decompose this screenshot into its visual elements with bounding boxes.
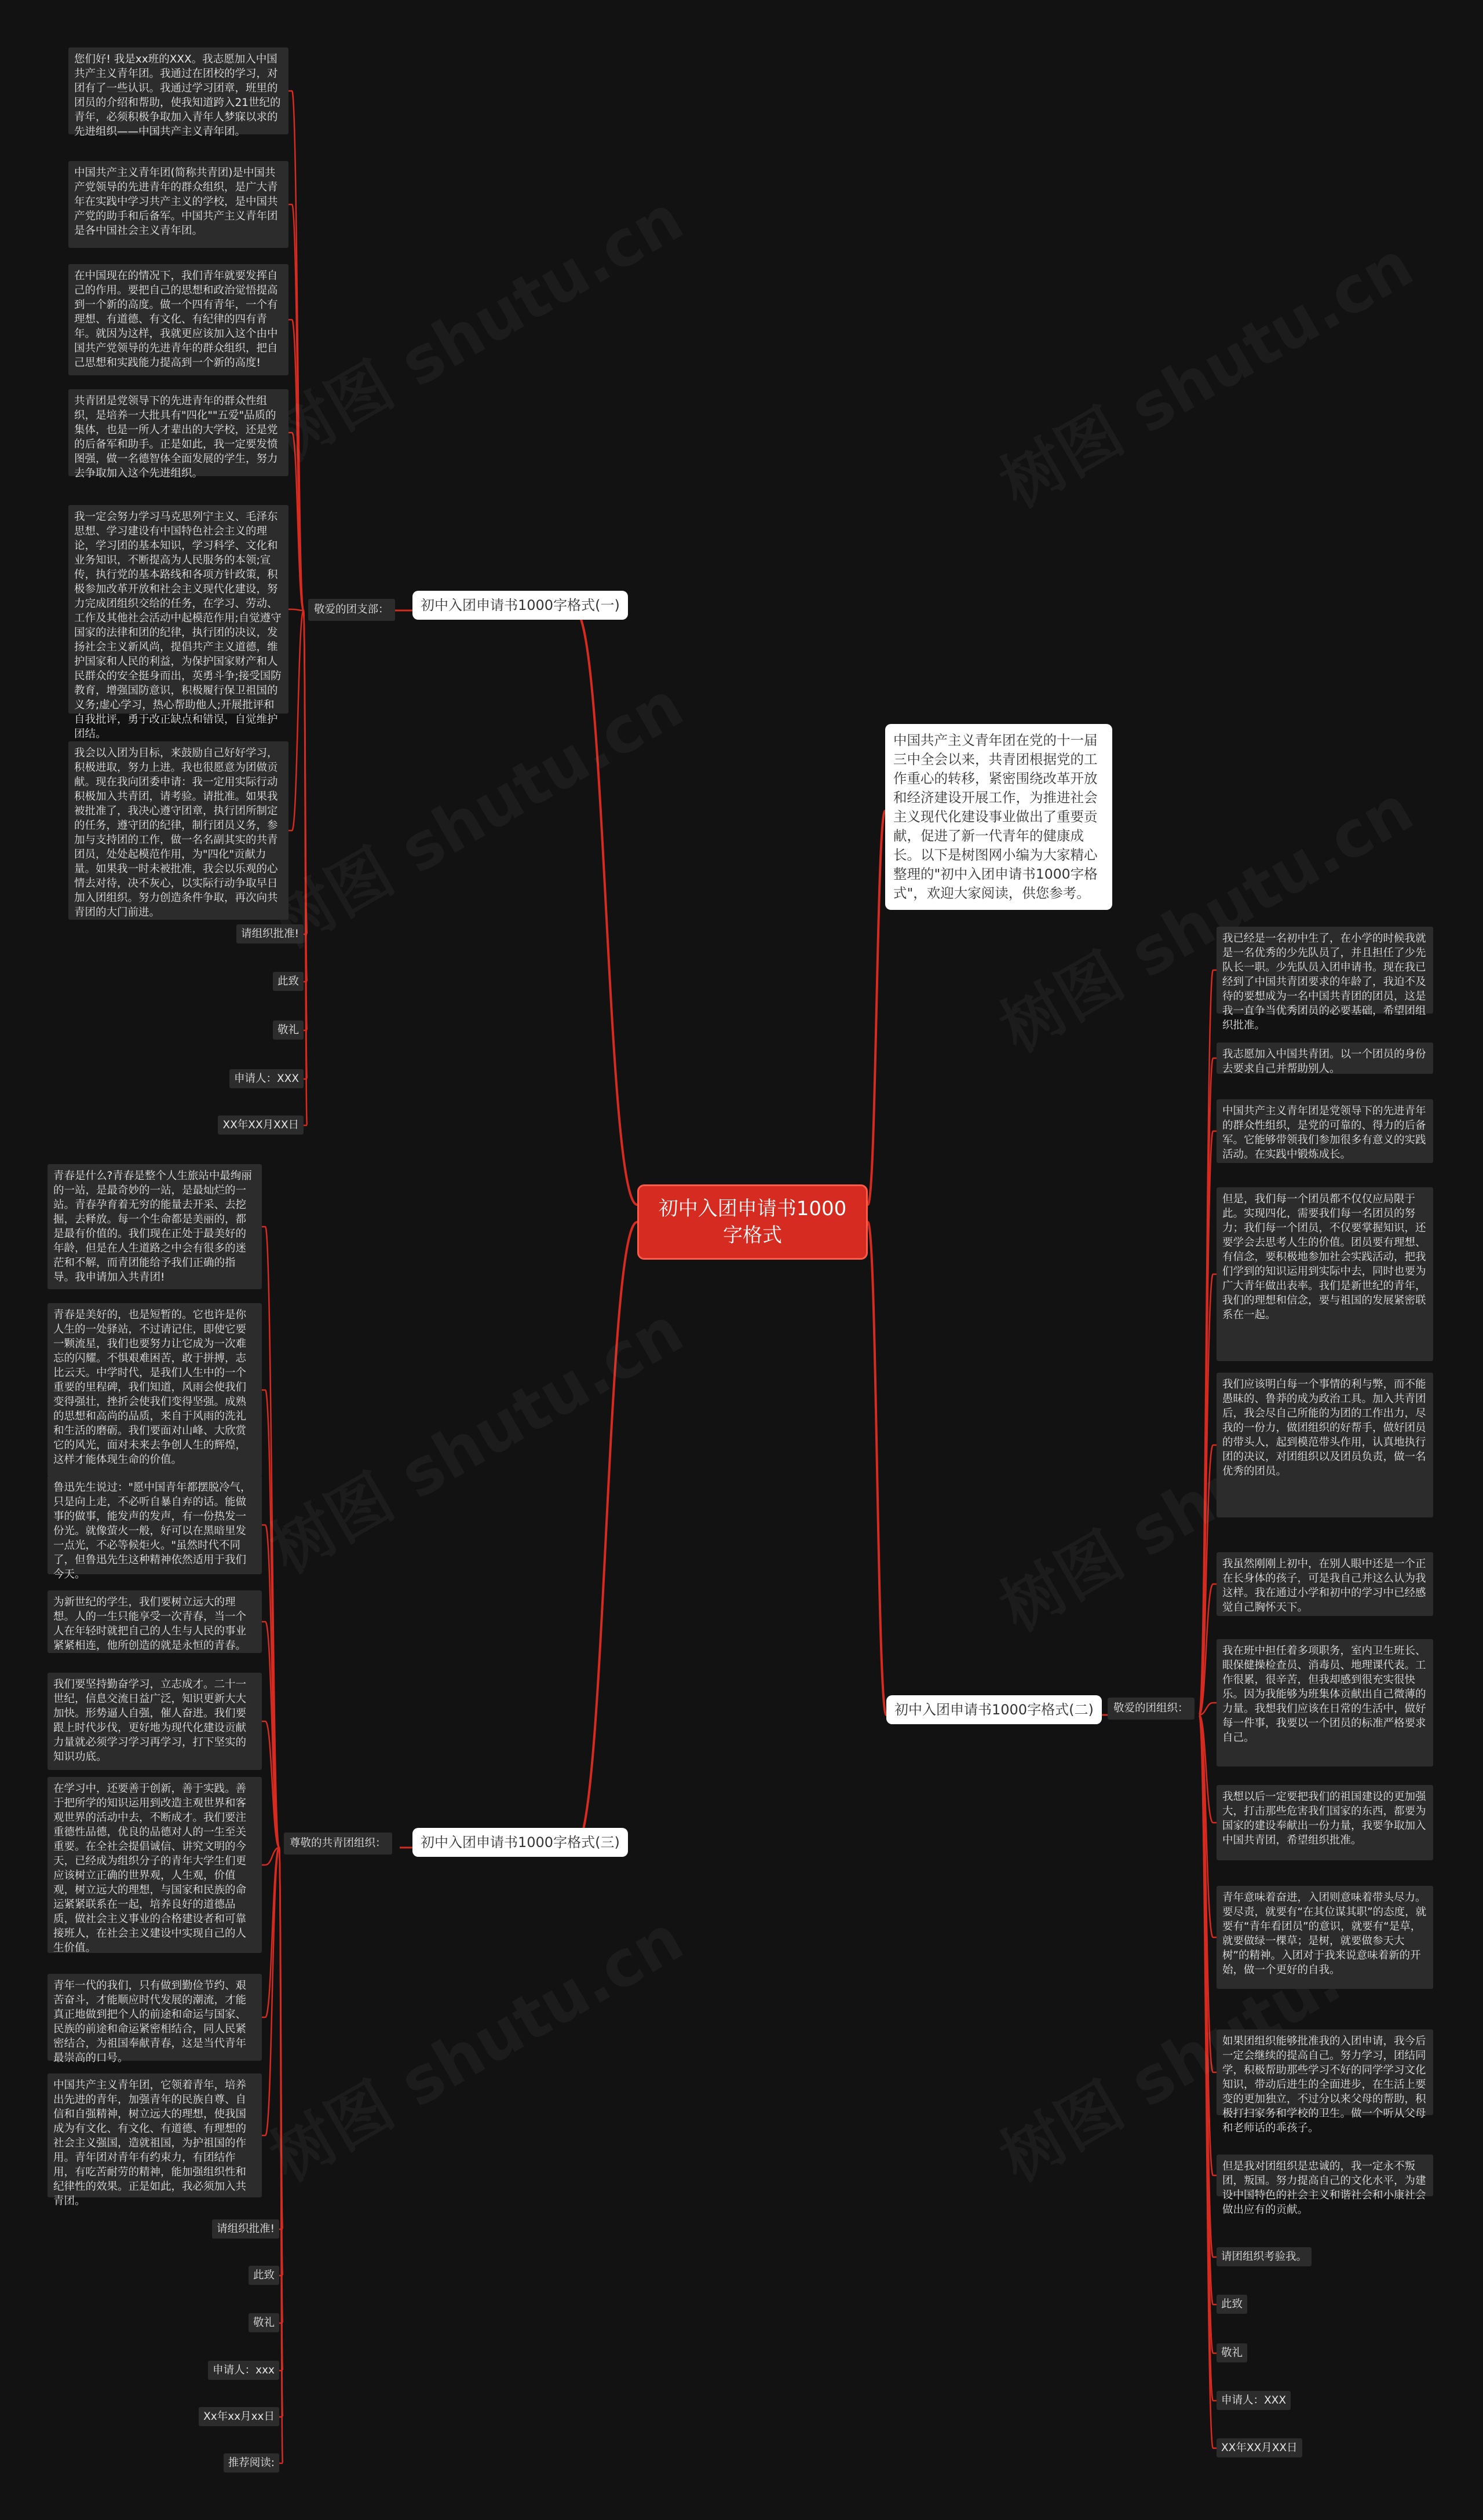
root-title: 初中入团申请书1000字格式 [658,1197,847,1247]
leaf-text[interactable]: 如果团组织能够批准我的入团申请，我今后一定会继续的提高自己。努力学习，团结同学，积极帮助那些学习不好的同学学习文化知识，带动后进生的全面进步，在生活上要变的更加独立，不过分以来父母的帮助，积极打扫家务和学校的卫生。做一个听从父母和老师话的乖孩子。 [1217,2029,1433,2115]
connector [292,204,304,610]
branch-3-label: 初中入团申请书1000字格式(三) [421,1834,620,1850]
leaf-text[interactable]: 我会以入团为目标，来鼓励自己好好学习，积极进取，努力上进。我也很愿意为团做贡献。现在我向团委申请：我一定用实际行动积极加入共青团，请考验。请批准。如果我被批准了，我决心遵守团章，执行团所制定的任务，遵守团的纪律，制行团员义务，参加与支持团的工作，做一名名副其实的共青团员，处处起模范作用，为"四化"贡献力量。如果我一时未被批准，我会以乐观的心情去对待，决不灰心，以实际行动争取早日加入团组织。努力创造条件争取，再次向共青团的大门前进。 [68,741,288,920]
leaf-text[interactable]: 但是我对团组织是忠诚的，我一定永不叛团，叛国。努力提高自己的文化水平，为建设中国特色的社会主义和谐社会和小康社会做出应有的贡献。 [1217,2155,1433,2196]
leaf-text[interactable]: 我在班中担任着多项职务，室内卫生班长、眼保健操检查员、消毒员、地理课代表。工作很累，很辛苦，但我却感到很充实很快乐。因为我能够为班集体贡献出自己微薄的力量。我想我们应该在日常的生活中，做好每一件事，我要以一个团员的标准严格要求自己。 [1217,1639,1433,1766]
branch-2-salutation[interactable]: 敬爱的团组织： [1108,1698,1195,1720]
branch-2[interactable] [886,1695,1102,1724]
leaf-text[interactable]: 青年一代的我们，只有做到勤俭节约、艰苦奋斗，才能顺应时代发展的潮流，才能真正地做到把个人的前途和命运与国家、民族的前途和命运紧密相结合，同人民紧密结合，为祖国奉献青春，这是当代青年最崇高的口号。 [48,1974,262,2061]
leaf-closing[interactable]: 敬礼 [273,1021,304,1040]
leaf-text[interactable]: 青春是美好的，也是短暂的。它也许是你人生的一处驿站，不过请记住，即使它要一颗流星，我们也要努力让它成为一次难忘的闪耀。不惧艰难困苦，敢于拼搏，志比云天。中学时代，是我们人生中的一个重要的里程碑，我们知道，风雨会使我们变得强壮，挫折会使我们变得坚强。成熟的思想和高尚的品质，来自于风雨的洗礼和生活的磨砺。我们要面对山峰、大欣赏它的风光，面对未来去争创人生的辉煌，这样才能体现生命的价值。 [48,1303,262,1477]
leaf-text[interactable]: 中国共产主义青年团，它领着青年，培养出先进的青年，加强青年的民族自尊、自信和自强精神，树立远大的理想，使我国成为有文化、有文化、有道德、有理想的社会主义强国，造就祖国，为护祖国的作用。青年团对青年有约束力，有团结作用，有吃苦耐劳的精神，能加强组织性和纪律性的效果。正是如此，我必须加入共青团。 [48,2073,262,2197]
leaf-closing[interactable]: 请组织批准! [236,924,304,943]
leaf-closing[interactable]: 申请人：XXX [1217,2391,1291,2410]
leaf-text[interactable]: 您们好! 我是xx班的XXX。我志愿加入中国共产主义青年团。我通过在团校的学习，对团有了一些认识。我通过学习团章，班里的团员的介绍和帮助，使我知道跨入21世纪的青年，必须积极争取加入青年人梦寐以求的先进组织——中国共产主义青年团。 [68,47,288,134]
leaf-closing[interactable]: 请团组织考验我。 [1217,2247,1312,2266]
leaf-text[interactable]: 共青团是党领导下的先进青年的群众性组织，是培养一大批具有"四化""五爱"品质的集体，也是一所人才辈出的大学校，还是党的后备军和助手。正是如此，我一定要发愤图强，做一名德智体全面发展的学生，努力去争取加入这个先进组织。 [68,389,288,476]
root-topic[interactable] [637,1184,868,1260]
branch-3-salutation[interactable]: 尊敬的共青团组织： [284,1833,392,1855]
leaf-text[interactable]: 我们应该明白每一个事情的利与弊，而不能愚昧的、鲁莽的成为政治工具。加入共青团后，我会尽自己所能的为团的工作出力，尽我的一份力，做团组织的好帮手，做好团员的带头人，起到模范带头作用，认真地执行团的决议，对团组织以及团员负责，做一名优秀的团员。 [1217,1373,1433,1517]
leaf-text[interactable]: 青年意味着奋进，入团则意味着带头尽力。要尽责，就要有“在其位谋其职”的态度，就要有“青年看团员”的意识，就要有“是草，就要做绿一棵草；是树，就要做参天大树”的精神。入团对于我来说意味着新的开始，做一个更好的自我。 [1217,1886,1433,1989]
branch-2-label: 初中入团申请书1000字格式(二) [894,1702,1094,1718]
leaf-text[interactable]: 我虽然刚刚上初中，在别人眼中还是一个正在长身体的孩子，可是我自己并这么认为我这样。我在通过小学和初中的学习中已经感觉自己胸怀天下。 [1217,1552,1433,1616]
branch-1-salutation[interactable]: 敬爱的团支部： [308,599,395,621]
branch-3[interactable] [412,1828,628,1857]
leaf-closing[interactable]: 申请人：XXX [229,1069,304,1088]
connector [292,610,304,831]
leaf-closing[interactable]: 推荐阅读: [224,2453,279,2473]
leaf-text[interactable]: 我想以后一定要把我们的祖国建设的更加强大，打击那些危害我们国家的东西，都要为国家的建设奉献出一份力量，我要争取加入中国共青团，希望组织批准。 [1217,1785,1433,1860]
connector [868,1222,886,1715]
leaf-text[interactable]: 我志愿加入中国共青团。以一个团员的身份去要求自己并帮助别人。 [1217,1043,1433,1074]
connector [575,1222,637,1848]
connector [575,610,637,1205]
connector [868,811,885,1205]
leaf-closing[interactable]: 敬礼 [249,2313,279,2332]
leaf-text[interactable]: 中国共产主义青年团是党领导下的先进青年的群众性组织，是党的可靠的、得力的后备军。它能够带领我们参加很多有意义的实践活动。在实践中锻炼成长。 [1217,1099,1433,1163]
leaf-text[interactable]: 在学习中，还要善于创新，善于实践。善于把所学的知识运用到改造主观世界和客观世界的活动中去，不断成才。我们要注重德性品德，优良的品德对人的一生至关重要。在全社会提倡诚信、讲究文明的今天，已经成为组织分子的青年大学生们更应该树立正确的世界观，人生观，价值观，树立远大的理想，与国家和民族的命运紧紧联系在一起，培养良好的道德品质，做社会主义事业的合格建设者和可靠接班人，在社会主义建设中实现自己的人生价值。 [48,1777,262,1953]
leaf-text[interactable]: 但是，我们每一个团员都不仅仅应局限于此。实现四化，需要我们每一名团员的努力；我们每一个团员，不仅要掌握知识，还要学会去思考人生的价值。团员要有理想、有信念，要积极地参加社会实践活动，把我们学到的知识运用到实际中去，同时也要为广大青年做出表率。我们是新世纪的青年，我们的理想和信念，要与祖国的发展紧密联系在一起。 [1217,1187,1433,1361]
leaf-closing[interactable]: XX年XX月XX日 [1217,2438,1302,2457]
leaf-closing[interactable]: 此致 [249,2266,279,2285]
connector [1199,1131,1213,1715]
connector [292,609,304,610]
leaf-closing[interactable]: 申请人：xxx [208,2361,279,2380]
branch-1[interactable] [412,591,628,620]
leaf-text[interactable]: 我一定会努力学习马克思列宁主义、毛泽东思想、学习建设有中国特色社会主义的理论，学习团的基本知识，学习科学、文化和业务知识，不断提高为人民服务的本领;宣传，执行党的基本路线和各项方针政策，积极参加改革开放和社会主义现代化建设，努力完成团组织交给的任务，在学习、劳动、工作及其他社会活动中起模范作用;自觉遵守国家的法律和团的纪律，执行团的决议，发扬社会主义新风尚，提倡共产主义道德，维护国家和人民的利益，为保护国家财产和人民群众的安全挺身而出，英勇斗争;接受国防教育，增强国防意识，积极履行保卫祖国的义务;虚心学习，热心帮助他人;开展批评和自我批评，勇于改正缺点和错误，自觉维护团结。 [68,505,288,714]
leaf-text[interactable]: 我已经是一名初中生了，在小学的时候我就是一名优秀的少先队员了，并且担任了少先队长一职。少先队员入团申请书。现在我已经到了中国共青团要求的年龄了，我迫不及待的要想成为一名中国共青团的团员，这是我一直争当优秀团员的必要基础，希望团组织批准。 [1217,927,1433,1014]
leaf-closing[interactable]: 此致 [1217,2295,1247,2314]
connector [265,1848,279,2135]
leaf-closing[interactable]: 请组织批准! [212,2219,279,2239]
intro-text: 中国共产主义青年团在党的十一届三中全会以来，共青团根据党的工作重心的转移，紧密围绕改革开放和经济建设开展工作，为推进社会主义现代化建设事业做出了重要贡献，促进了新一代青年的健康成长。以下是树图网小编为大家精心整理的"初中入团申请书1000字格式"，欢迎大家阅读，供您参考。 [893,732,1098,901]
leaf-closing[interactable]: 敬礼 [1217,2343,1247,2362]
leaf-text[interactable]: 为新世纪的学生，我们要树立远大的理想。人的一生只能享受一次青春，当一个人在年轻时就把自己的人生与人民的事业紧紧相连，他所创造的就是永恒的青春。 [48,1590,262,1653]
leaf-text[interactable]: 我们要坚持勤奋学习，立志成才。二十一世纪，信息交流日益广泛，知识更新大大加快。形势逼人自强，催人奋进。我们要跟上时代步伐，更好地为现代化建设贡献力量就必须学习学习再学习，打下坚实的知识功底。 [48,1673,262,1770]
leaf-closing[interactable]: XX年XX月XX日 [218,1115,304,1135]
leaf-text[interactable]: 中国共产主义青年团(简称共青团)是中国共产党领导的先进青年的群众组织，是广大青年在实践中学习共产主义的学校，是中国共产党的助手和后备军。中国共产主义青年团是各中国社会主义青年团。 [68,161,288,248]
leaf-text[interactable]: 鲁迅先生说过："愿中国青年都摆脱冷气，只是向上走，不必听自暴自弃的话。能做事的做事，能发声的发声，有一份热发一份光。就像萤火一般，好可以在黑暗里发一点光，不必等候炬火。"虽然时代不同了，但鲁迅先生这种精神依然适用于我们今天。 [48,1476,262,1574]
branch-1-label: 初中入团申请书1000字格式(一) [421,597,620,613]
intro-node[interactable] [885,724,1112,910]
leaf-text[interactable]: 青春是什么?青春是整个人生旅站中最绚丽的一站，是最奇妙的一站，是最灿烂的一站。青春孕育着无穷的能量去开采、去挖掘，去释放。每一个生命都是美丽的，都是最有价值的。我们现在正处于最美好的年龄，但是在人生道路之中会有很多的迷茫和不解，而青团能给予我们正确的指导。我申请加入共青团! [48,1164,262,1289]
leaf-closing[interactable]: 此致 [273,972,304,991]
leaf-text[interactable]: 在中国现在的情况下，我们青年就要发挥自己的作用。要把自己的思想和政治觉悟提高到一个新的高度。做一个四有青年，一个有理想、有道德、有文化、有纪律的四有青年。就因为这样，我就更应该加入这个由中国共产党领导的先进青年的群众组织，把自己思想和实践能力提高到一个新的高度! [68,264,288,375]
leaf-closing[interactable]: Xx年xx月xx日 [199,2407,279,2426]
